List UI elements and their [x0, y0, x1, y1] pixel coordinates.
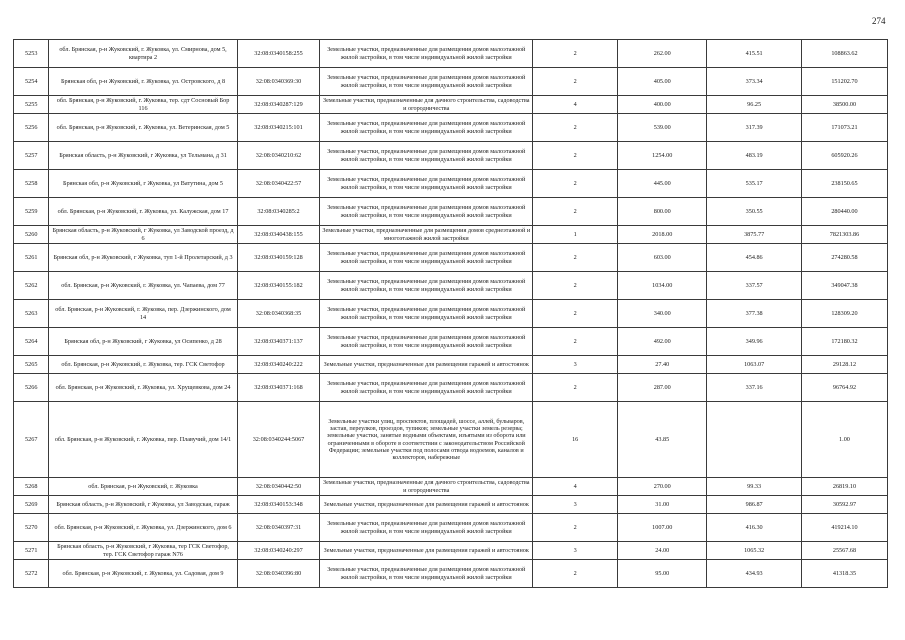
specific-value-cell: 535.17	[707, 170, 802, 198]
table-row	[14, 560, 888, 588]
area-cell: 800.00	[618, 198, 707, 226]
group-number-cell: 2	[533, 170, 618, 198]
area-cell: 1254.00	[618, 142, 707, 170]
cadastral-value-cell: 280440.00	[801, 198, 887, 226]
cadastral-value-cell: 171073.21	[801, 114, 887, 142]
cadastral-value-cell: 96764.92	[801, 374, 887, 402]
cadastral-value-cell: 25567.68	[801, 542, 887, 560]
specific-value-cell: 1065.32	[707, 542, 802, 560]
cadastral-number-cell: 32:08:0340155:182	[237, 272, 320, 300]
area-cell: 31.00	[618, 496, 707, 514]
specific-value-cell: 373.34	[707, 68, 802, 96]
cadastral-number-cell: 32:08:0340153:348	[237, 496, 320, 514]
land-use-cell: Земельные участки, предназначенные для размещения домов малоэтажной жилой застройки, в том числе индивидуальной жилой застройки	[320, 244, 533, 272]
cadastral-value-cell: 1.00	[801, 402, 887, 478]
area-cell: 400.00	[618, 96, 707, 114]
cadastral-number-cell: 32:08:0340396:80	[237, 560, 320, 588]
group-number-cell: 2	[533, 560, 618, 588]
area-cell: 492.00	[618, 328, 707, 356]
area-cell: 445.00	[618, 170, 707, 198]
table-row	[14, 96, 888, 114]
cadastral-value-cell: 238150.65	[801, 170, 887, 198]
cadastral-number-cell: 32:08:0340368:35	[237, 300, 320, 328]
cadastral-number-cell: 32:08:0340240:297	[237, 542, 320, 560]
land-use-cell: Земельные участки, предназначенные для размещения домов малоэтажной жилой застройки, в том числе индивидуальной жилой застройки	[320, 514, 533, 542]
row-number: 5261	[14, 244, 49, 272]
cadastral-number-cell: 32:08:0340210:62	[237, 142, 320, 170]
row-number: 5254	[14, 68, 49, 96]
row-number: 5265	[14, 356, 49, 374]
cadastral-value-cell: 38500.00	[801, 96, 887, 114]
specific-value-cell: 483.19	[707, 142, 802, 170]
address-cell: обл. Брянская, р-н Жуковский, г. Жуковка	[49, 478, 237, 496]
specific-value-cell: 96.25	[707, 96, 802, 114]
group-number-cell: 2	[533, 114, 618, 142]
cadastral-value-cell: 7821303.86	[801, 226, 887, 244]
group-number-cell: 2	[533, 244, 618, 272]
group-number-cell: 2	[533, 198, 618, 226]
group-number-cell: 2	[533, 40, 618, 68]
area-cell: 603.00	[618, 244, 707, 272]
group-number-cell: 2	[533, 142, 618, 170]
row-number: 5268	[14, 478, 49, 496]
row-number: 5259	[14, 198, 49, 226]
table-row	[14, 496, 888, 514]
address-cell: Брянская область, р-н Жуковский, г Жуковка, тер ГСК Светофор, тер. ГСК Светофор гараж N76	[49, 542, 237, 560]
address-cell: обл. Брянская, р-н Жуковский, г. Жуковка, ул. Хрущевкова, дом 24	[49, 374, 237, 402]
table-body	[14, 40, 888, 588]
land-use-cell: Земельные участки, предназначенные для дачного строительства, садоводства и огородничества	[320, 478, 533, 496]
row-number: 5262	[14, 272, 49, 300]
cadastral-number-cell: 32:08:0340369:30	[237, 68, 320, 96]
group-number-cell: 2	[533, 374, 618, 402]
area-cell: 1034.00	[618, 272, 707, 300]
cadastral-value-cell: 172180.32	[801, 328, 887, 356]
table-row	[14, 226, 888, 244]
row-number: 5269	[14, 496, 49, 514]
land-use-cell: Земельные участки, предназначенные для размещения домов малоэтажной жилой застройки, в том числе индивидуальной жилой застройки	[320, 328, 533, 356]
group-number-cell: 4	[533, 478, 618, 496]
address-cell: обл. Брянская, р-н Жуковский, г. Жуковка, тер. ГСК Светофор	[49, 356, 237, 374]
land-use-cell: Земельные участки, предназначенные для размещения домов малоэтажной жилой застройки, в том числе индивидуальной жилой застройки	[320, 170, 533, 198]
address-cell: обл. Брянская, р-н Жуковский, г. Жуковка, ул. Дзержинского, дом 6	[49, 514, 237, 542]
address-cell: Брянская область, р-н Жуковский, г Жуковка, ул Заводская, гараж	[49, 496, 237, 514]
address-cell: Брянская обл, р-н Жуковский, г Жуковка, ул Ватутина, дом 5	[49, 170, 237, 198]
row-number: 5255	[14, 96, 49, 114]
land-use-cell: Земельные участки, предназначенные для размещения домов малоэтажной жилой застройки, в том числе индивидуальной жилой застройки	[320, 68, 533, 96]
row-number: 5253	[14, 40, 49, 68]
table-row	[14, 300, 888, 328]
cadastral-number-cell: 32:08:0340240:222	[237, 356, 320, 374]
land-use-cell: Земельные участки, предназначенные для размещения гаражей и автостоянок	[320, 542, 533, 560]
cadastral-number-cell: 32:08:0340215:101	[237, 114, 320, 142]
cadastral-value-cell: 29128.12	[801, 356, 887, 374]
area-cell: 95.00	[618, 560, 707, 588]
row-number: 5260	[14, 226, 49, 244]
cadastral-number-cell: 32:08:0340422:57	[237, 170, 320, 198]
table-row	[14, 198, 888, 226]
table-row	[14, 402, 888, 478]
cadastral-number-cell: 32:08:0340159:128	[237, 244, 320, 272]
table-row	[14, 328, 888, 356]
row-number: 5270	[14, 514, 49, 542]
land-use-cell: Земельные участки, предназначенные для размещения домов малоэтажной жилой застройки, в том числе индивидуальной жилой застройки	[320, 272, 533, 300]
table-row	[14, 542, 888, 560]
table-row	[14, 142, 888, 170]
address-cell: Брянская обл, р-н Жуковский, г Жуковка, туп 1-й Пролетарский, д 3	[49, 244, 237, 272]
land-use-cell: Земельные участки улиц, проспектов, площадей, шоссе, аллей, бульваров, застав, переулков, проездов, тупиков; земельные участки земель резерва; земельные участки, занятые водными объектами, изъятыми из оборота или ограниченными в обороте в соответствии с законодательством Российской Федерации; земельные участки под полосами отвода водоемов, каналов и коллекторов, набережные	[320, 402, 533, 478]
specific-value-cell: 434.93	[707, 560, 802, 588]
specific-value-cell: 99.33	[707, 478, 802, 496]
row-number: 5272	[14, 560, 49, 588]
row-number: 5256	[14, 114, 49, 142]
area-cell: 2018.00	[618, 226, 707, 244]
table-row	[14, 68, 888, 96]
address-cell: Брянская область, р-н Жуковский, г Жуковка, ул Заводской проезд, д 6	[49, 226, 237, 244]
address-cell: обл. Брянская, р-н Жуковский, г. Жуковка, тер. сдт Сосновый Бор 116	[49, 96, 237, 114]
cadastral-value-cell: 605920.26	[801, 142, 887, 170]
cadastral-number-cell: 32:08:0340285:2	[237, 198, 320, 226]
specific-value-cell: 3875.77	[707, 226, 802, 244]
table-row	[14, 170, 888, 198]
cadastral-value-cell: 274280.58	[801, 244, 887, 272]
cadastral-value-cell: 349047.38	[801, 272, 887, 300]
specific-value-cell: 1063.07	[707, 356, 802, 374]
row-number: 5258	[14, 170, 49, 198]
specific-value-cell: 986.87	[707, 496, 802, 514]
group-number-cell: 4	[533, 96, 618, 114]
address-cell: Брянская обл, р-н Жуковский, г. Жуковка, ул. Островского, д 8	[49, 68, 237, 96]
cadastral-number-cell: 32:08:0340244:5067	[237, 402, 320, 478]
specific-value-cell: 337.57	[707, 272, 802, 300]
land-use-cell: Земельные участки, предназначенные для размещения домов малоэтажной жилой застройки, в том числе индивидуальной жилой застройки	[320, 114, 533, 142]
group-number-cell: 16	[533, 402, 618, 478]
cadastral-value-cell: 41318.35	[801, 560, 887, 588]
cadastral-value-cell: 151202.70	[801, 68, 887, 96]
area-cell: 340.00	[618, 300, 707, 328]
table-row	[14, 478, 888, 496]
row-number: 5257	[14, 142, 49, 170]
table-row	[14, 356, 888, 374]
row-number: 5266	[14, 374, 49, 402]
address-cell: обл. Брянская, р-н Жуковский, г. Жуковка, ул. Ветеринская, дом 5	[49, 114, 237, 142]
cadastral-value-cell: 26819.10	[801, 478, 887, 496]
table-row	[14, 272, 888, 300]
table-row	[14, 114, 888, 142]
cadastral-value-cell: 128309.20	[801, 300, 887, 328]
row-number: 5267	[14, 402, 49, 478]
cadastral-value-table	[13, 39, 888, 588]
land-use-cell: Земельные участки, предназначенные для дачного строительства, садоводства и огородничества	[320, 96, 533, 114]
table-row	[14, 374, 888, 402]
cadastral-number-cell: 32:08:0340371:137	[237, 328, 320, 356]
address-cell: обл. Брянская, р-н Жуковский, г. Жуковка, ул. Садовая, дом 9	[49, 560, 237, 588]
row-number: 5264	[14, 328, 49, 356]
table-row	[14, 514, 888, 542]
table-row	[14, 244, 888, 272]
area-cell: 270.00	[618, 478, 707, 496]
land-use-cell: Земельные участки, предназначенные для размещения гаражей и автостоянок	[320, 356, 533, 374]
table-row	[14, 40, 888, 68]
address-cell: Брянская обл, р-н Жуковский, г Жуковка, ул Осипенко, д 28	[49, 328, 237, 356]
address-cell: обл. Брянская, р-н Жуковский, г. Жуковка, ул. Смирнова, дом 5, квартира 2	[49, 40, 237, 68]
land-use-cell: Земельные участки, предназначенные для размещения домов малоэтажной жилой застройки, в том числе индивидуальной жилой застройки	[320, 142, 533, 170]
specific-value-cell	[707, 402, 802, 478]
row-number: 5271	[14, 542, 49, 560]
specific-value-cell: 350.55	[707, 198, 802, 226]
group-number-cell: 3	[533, 542, 618, 560]
area-cell: 27.40	[618, 356, 707, 374]
cadastral-number-cell: 32:08:0340158:255	[237, 40, 320, 68]
group-number-cell: 2	[533, 514, 618, 542]
address-cell: Брянская область, р-н Жуковский, г Жуковка, ул Тельмана, д 31	[49, 142, 237, 170]
land-use-cell: Земельные участки, предназначенные для размещения домов среднеэтажной и многоэтажной жилой застройки	[320, 226, 533, 244]
cadastral-number-cell: 32:08:0340442:50	[237, 478, 320, 496]
address-cell: обл. Брянская, р-н Жуковский, г. Жуковка, ул. Калужская, дом 17	[49, 198, 237, 226]
specific-value-cell: 416.30	[707, 514, 802, 542]
group-number-cell: 3	[533, 356, 618, 374]
page-number: 274	[872, 16, 886, 26]
land-use-cell: Земельные участки, предназначенные для размещения домов малоэтажной жилой застройки, в том числе индивидуальной жилой застройки	[320, 560, 533, 588]
specific-value-cell: 415.51	[707, 40, 802, 68]
group-number-cell: 2	[533, 68, 618, 96]
area-cell: 43.85	[618, 402, 707, 478]
cadastral-value-cell: 419214.10	[801, 514, 887, 542]
address-cell: обл. Брянская, р-н Жуковский, г. Жуковка, ул. Чапаева, дом 77	[49, 272, 237, 300]
area-cell: 1007.00	[618, 514, 707, 542]
area-cell: 287.00	[618, 374, 707, 402]
area-cell: 405.00	[618, 68, 707, 96]
land-use-cell: Земельные участки, предназначенные для размещения домов малоэтажной жилой застройки, в том числе индивидуальной жилой застройки	[320, 198, 533, 226]
cadastral-number-cell: 32:08:0340371:168	[237, 374, 320, 402]
land-use-cell: Земельные участки, предназначенные для размещения домов малоэтажной жилой застройки, в том числе индивидуальной жилой застройки	[320, 374, 533, 402]
group-number-cell: 2	[533, 272, 618, 300]
cadastral-number-cell: 32:08:0340397:31	[237, 514, 320, 542]
row-number: 5263	[14, 300, 49, 328]
area-cell: 24.00	[618, 542, 707, 560]
cadastral-number-cell: 32:08:0340287:129	[237, 96, 320, 114]
group-number-cell: 2	[533, 300, 618, 328]
specific-value-cell: 317.39	[707, 114, 802, 142]
cadastral-value-cell: 108863.62	[801, 40, 887, 68]
specific-value-cell: 337.16	[707, 374, 802, 402]
area-cell: 262.00	[618, 40, 707, 68]
group-number-cell: 1	[533, 226, 618, 244]
address-cell: обл. Брянская, р-н Жуковский, г. Жуковка, пер. Дзержинского, дом 14	[49, 300, 237, 328]
address-cell: обл. Брянская, р-н Жуковский, г. Жуковка, пер. Плавучий, дом 14/1	[49, 402, 237, 478]
area-cell: 539.00	[618, 114, 707, 142]
group-number-cell: 2	[533, 328, 618, 356]
specific-value-cell: 377.38	[707, 300, 802, 328]
cadastral-number-cell: 32:08:0340438:155	[237, 226, 320, 244]
cadastral-value-cell: 30592.97	[801, 496, 887, 514]
specific-value-cell: 349.96	[707, 328, 802, 356]
land-use-cell: Земельные участки, предназначенные для размещения гаражей и автостоянок	[320, 496, 533, 514]
specific-value-cell: 454.86	[707, 244, 802, 272]
group-number-cell: 3	[533, 496, 618, 514]
land-use-cell: Земельные участки, предназначенные для размещения домов малоэтажной жилой застройки, в том числе индивидуальной жилой застройки	[320, 40, 533, 68]
land-use-cell: Земельные участки, предназначенные для размещения домов малоэтажной жилой застройки, в том числе индивидуальной жилой застройки	[320, 300, 533, 328]
